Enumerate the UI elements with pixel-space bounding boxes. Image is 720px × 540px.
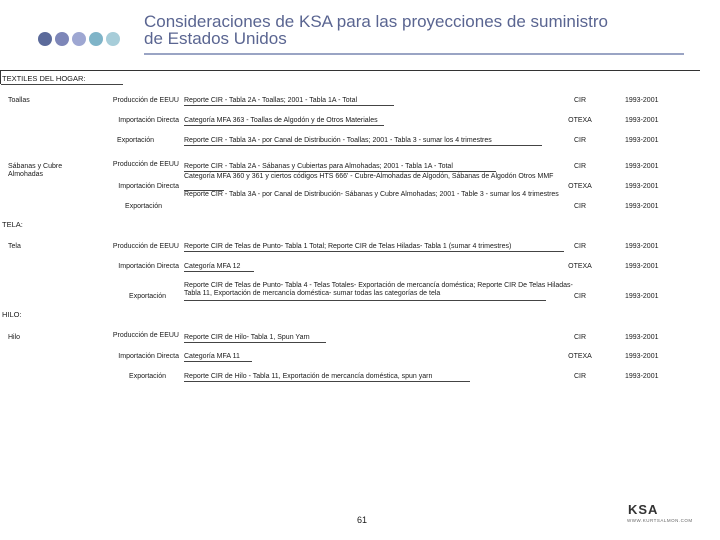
source-underline bbox=[184, 125, 384, 126]
row-years: 1993-2001 bbox=[625, 137, 659, 144]
row-origin: CIR bbox=[573, 373, 587, 380]
row-source: Reporte CIR de Telas de Punto- Tabla 4 - Telas Totales- Exportación de mercancía doméstica; Reporte CIR De Telas Hiladas- Tabla 11, Exportación de mercancía doméstica- sumar todas las categorías de tela bbox=[184, 282, 573, 297]
source-underline bbox=[184, 300, 546, 301]
row-origin: OTEXA bbox=[568, 183, 592, 190]
row-source: Reporte CIR - Tabla 3A - por Canal de Distribución - Toallas; 2001 - Tabla 3 - sumar los 4 trimestres bbox=[184, 137, 492, 144]
table-left-border bbox=[0, 70, 1, 84]
header-dots bbox=[38, 32, 120, 48]
row-origin: CIR bbox=[573, 97, 587, 104]
row-type: Exportación bbox=[125, 203, 162, 210]
source-underline bbox=[184, 381, 470, 382]
row-origin: OTEXA bbox=[568, 263, 592, 270]
row-source: Reporte CIR de Telas de Punto- Tabla 1 Total; Reporte CIR de Telas Hiladas- Tabla 1 (sumar 4 trimestres) bbox=[184, 243, 512, 250]
row-category: Hilo bbox=[8, 334, 21, 341]
row-source: Reporte CIR - Tabla 2A - Toallas; 2001 - Tabla 1A - Total bbox=[184, 97, 358, 104]
row-years: 1993-2001 bbox=[625, 334, 659, 341]
row-source: Reporte CIR de Hilo- Tabla 1, Spun Yarn bbox=[184, 334, 310, 341]
header-dot bbox=[106, 32, 120, 46]
row-years: 1993-2001 bbox=[625, 353, 659, 360]
row-origin: CIR bbox=[573, 203, 587, 210]
row-origin: OTEXA bbox=[568, 353, 592, 360]
row-type: Exportación bbox=[129, 373, 166, 380]
row-origin: CIR bbox=[573, 293, 587, 300]
row-years: 1993-2001 bbox=[625, 243, 659, 250]
source-underline bbox=[184, 105, 394, 106]
header-dot bbox=[38, 32, 52, 46]
page-title-line1: Consideraciones de KSA para las proyecciones de suministro bbox=[144, 12, 608, 31]
row-source: Categoría MFA 12 bbox=[184, 263, 241, 270]
row-type: Exportación bbox=[129, 293, 166, 300]
row-type: Producción de EEUU bbox=[112, 332, 179, 339]
row-type: Producción de EEUU bbox=[112, 161, 179, 168]
source-underline bbox=[184, 171, 496, 172]
row-source: Categoría MFA 360 y 361 y ciertos códigos HTS 666' - Cubre-Almohadas de Algodón, Sábanas de Algodón Otros MMF bbox=[184, 173, 554, 180]
row-type: Producción de EEUU bbox=[112, 243, 179, 250]
section-label-textiles: TEXTILES DEL HOGAR: bbox=[2, 74, 86, 83]
row-category: Tela bbox=[8, 243, 21, 250]
row-source: Reporte CIR de Hilo - Tabla 11, Exportación de mercancía doméstica, spun yarn bbox=[184, 373, 433, 380]
row-source: Reporte CIR - Tabla 3A - por Canal de Distribución- Sábanas y Cubre Almohadas; 2001 - Table 3 - sumar los 4 trimestres bbox=[184, 191, 559, 198]
row-years: 1993-2001 bbox=[625, 163, 659, 170]
row-origin: OTEXA bbox=[568, 117, 592, 124]
header-dot bbox=[89, 32, 103, 46]
row-category: Sábanas y Cubre Almohadas bbox=[8, 163, 63, 178]
row-type: Exportación bbox=[117, 137, 154, 144]
row-origin: CIR bbox=[573, 163, 587, 170]
sources-table bbox=[0, 70, 700, 500]
row-category: Toallas bbox=[8, 97, 30, 104]
ksa-logo-subtext: WWW.KURTSALMON.COM bbox=[627, 518, 693, 523]
ksa-logo: KSA bbox=[628, 502, 659, 517]
row-source: Reporte CIR - Tabla 2A - Sábanas y Cubiertas para Almohadas; 2001 - Tabla 1A - Total bbox=[184, 163, 453, 170]
section-label-tela: TELA: bbox=[2, 220, 23, 229]
row-type: Producción de EEUU bbox=[112, 97, 179, 104]
page-title bbox=[144, 13, 608, 47]
source-underline bbox=[184, 271, 254, 272]
row-type: Importación Directa bbox=[118, 183, 179, 190]
row-origin: CIR bbox=[573, 334, 587, 341]
page-number: 61 bbox=[357, 515, 368, 525]
row-type: Importación Directa bbox=[118, 263, 179, 270]
row-years: 1993-2001 bbox=[625, 203, 659, 210]
row-origin: CIR bbox=[573, 243, 587, 250]
section-label-hilo: HILO: bbox=[2, 310, 22, 319]
row-type: Importación Directa bbox=[118, 117, 179, 124]
source-underline bbox=[184, 361, 252, 362]
row-years: 1993-2001 bbox=[625, 117, 659, 124]
table-top-border bbox=[0, 70, 700, 71]
row-years: 1993-2001 bbox=[625, 97, 659, 104]
row-years: 1993-2001 bbox=[625, 293, 659, 300]
header-dot bbox=[55, 32, 69, 46]
row-type: Importación Directa bbox=[118, 353, 179, 360]
row-years: 1993-2001 bbox=[625, 263, 659, 270]
source-underline bbox=[184, 342, 326, 343]
row-source: Categoría MFA 11 bbox=[184, 353, 240, 360]
source-underline bbox=[184, 251, 564, 252]
row-origin: CIR bbox=[573, 137, 587, 144]
section-underline bbox=[1, 84, 123, 85]
source-underline bbox=[184, 145, 542, 146]
row-years: 1993-2001 bbox=[625, 183, 659, 190]
header-dot bbox=[72, 32, 86, 46]
row-years: 1993-2001 bbox=[625, 373, 659, 380]
title-underline bbox=[144, 53, 684, 55]
page-title-line2: de Estados Unidos bbox=[144, 29, 287, 48]
row-source: Categoría MFA 363 - Toallas de Algodón y de Otros Materiales bbox=[184, 117, 378, 124]
